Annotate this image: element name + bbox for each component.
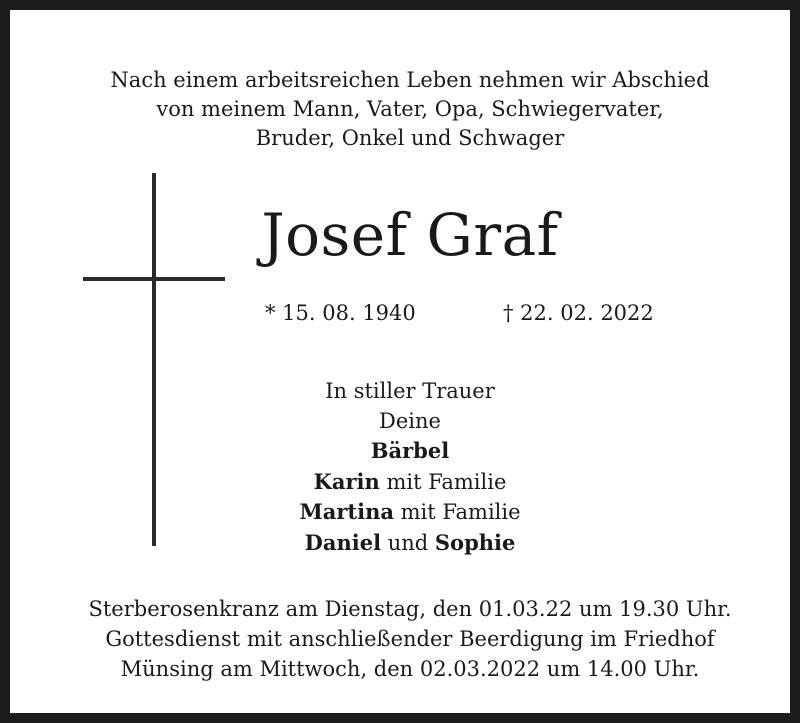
mourning-phrase: In stiller Trauer (325, 379, 495, 403)
mourner-name: Daniel (304, 529, 382, 555)
cross-icon-horizontal (83, 277, 225, 281)
mourner-connector: und (381, 530, 435, 555)
mourner-name: Sophie (434, 529, 516, 555)
deceased-name: Josef Graf (261, 201, 559, 269)
mourner-entry (10, 467, 800, 498)
mourner-name: Karin (313, 468, 380, 494)
intro-line: von meinem Mann, Vater, Opa, Schwiegervater, (156, 97, 664, 121)
intro-line: Bruder, Onkel und Schwager (255, 126, 565, 150)
funeral-notice-line: Münsing am Mittwoch, den 02.03.2022 um 14.00 Uhr. (120, 657, 700, 681)
mourning-deine: Deine (379, 408, 441, 433)
rosary-notice: Sterberosenkranz am Dienstag, den 01.03.22 um 19.30 Uhr. (88, 597, 732, 621)
mourner-suffix: mit Familie (379, 469, 507, 494)
death-date: † 22. 02. 2022 (503, 301, 654, 325)
service-notices (10, 594, 800, 684)
mourner-entry (10, 436, 800, 467)
intro-line: Nach einem arbeitsreichen Leben nehmen wir Abschied (110, 68, 710, 92)
mourner-suffix: mit Familie (393, 500, 521, 524)
mourner-entry (10, 497, 800, 528)
mourner-entry (10, 528, 800, 559)
mourner-name: Martina (299, 499, 394, 524)
intro-text (10, 66, 800, 153)
funeral-notice-line: Gottesdienst mit anschließender Beerdigung im Friedhof (105, 627, 715, 651)
birth-date: * 15. 08. 1940 (265, 301, 416, 325)
mourner-name: Bärbel (370, 438, 450, 463)
mourners-list (10, 377, 800, 558)
